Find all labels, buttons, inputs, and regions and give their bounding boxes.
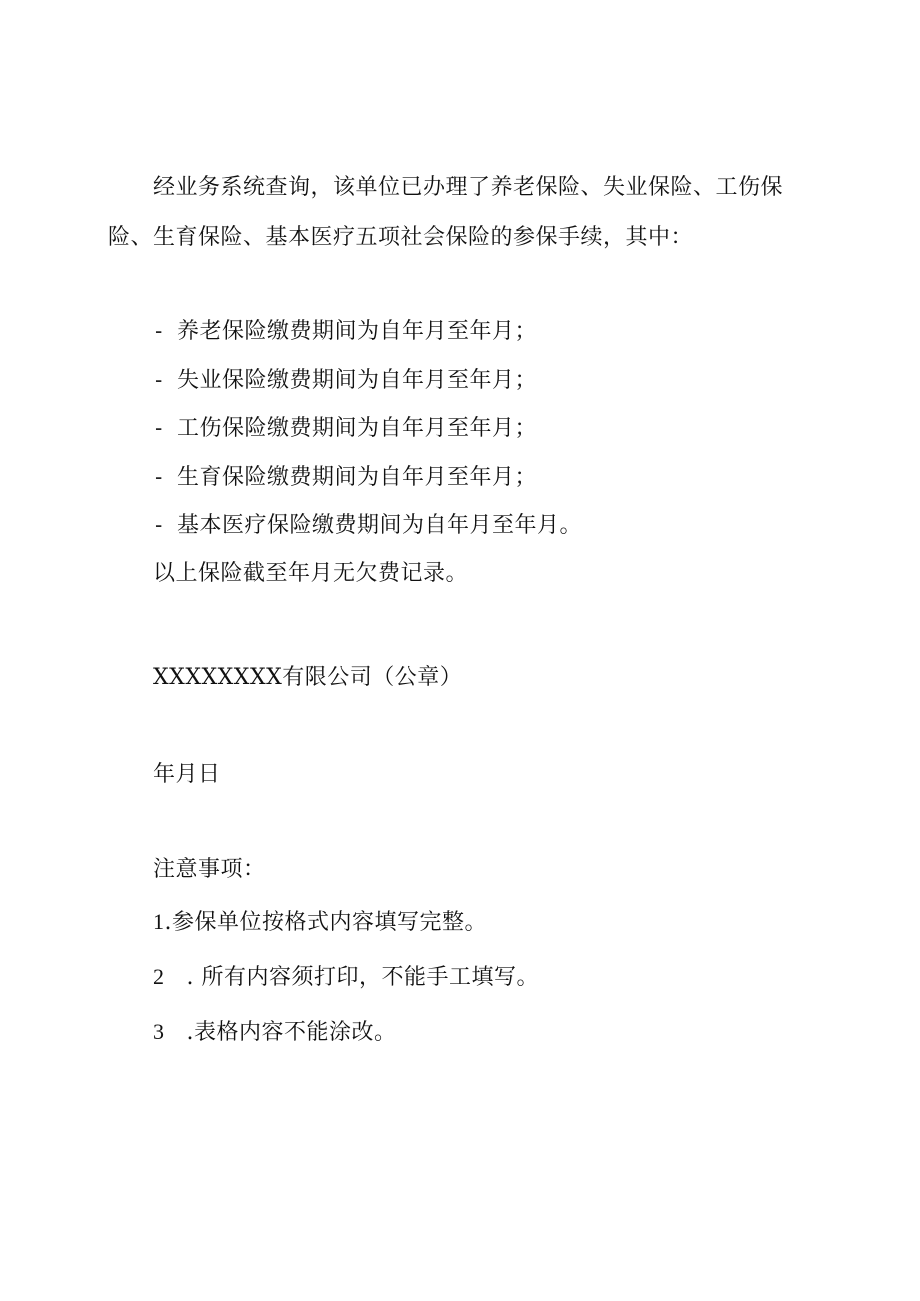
note-text: .参保单位按格式内容填写完整。 — [164, 910, 487, 935]
no-arrears-statement: 以上保险截至年月无欠费记录。 — [153, 561, 469, 586]
note-number: 2 — [153, 964, 165, 989]
list-dash: - — [155, 415, 163, 440]
note-text: .表格内容不能涂改。 — [179, 1020, 397, 1045]
note-number: 3 — [153, 1019, 165, 1044]
period-text: 养老保险缴费期间为自年月至年月； — [177, 319, 538, 344]
list-dash: - — [155, 512, 163, 537]
note-number: 1 — [153, 909, 165, 934]
note-item-2 — [153, 962, 539, 993]
note-text: . 所有内容须打印，不能手工填写。 — [179, 965, 539, 990]
list-dash: - — [155, 318, 163, 343]
company-seal-line: XXXXXXXX有限公司（公章） — [153, 665, 463, 690]
period-item-unemployment — [155, 365, 537, 396]
note-item-1 — [153, 907, 487, 938]
notes-title: 注意事项： — [153, 857, 266, 882]
period-text: 基本医疗保险缴费期间为自年月至年月。 — [177, 513, 583, 538]
list-dash: - — [155, 464, 163, 489]
period-text: 工伤保险缴费期间为自年月至年月； — [177, 416, 538, 441]
period-text: 失业保险缴费期间为自年月至年月； — [177, 368, 538, 393]
period-item-maternity — [155, 462, 537, 493]
period-item-medical — [155, 510, 582, 541]
intro-paragraph-line-2: 险、生育保险、基本医疗五项社会保险的参保手续，其中： — [108, 225, 694, 250]
note-item-3 — [153, 1017, 397, 1048]
period-item-work-injury — [155, 413, 537, 444]
period-item-pension — [155, 316, 537, 347]
period-text: 生育保险缴费期间为自年月至年月； — [177, 465, 538, 490]
list-dash: - — [155, 367, 163, 392]
date-line: 年月日 — [153, 762, 221, 787]
intro-paragraph-line-1: 经业务系统查询，该单位已办理了养老保险、失业保险、工伤保 — [153, 175, 784, 200]
